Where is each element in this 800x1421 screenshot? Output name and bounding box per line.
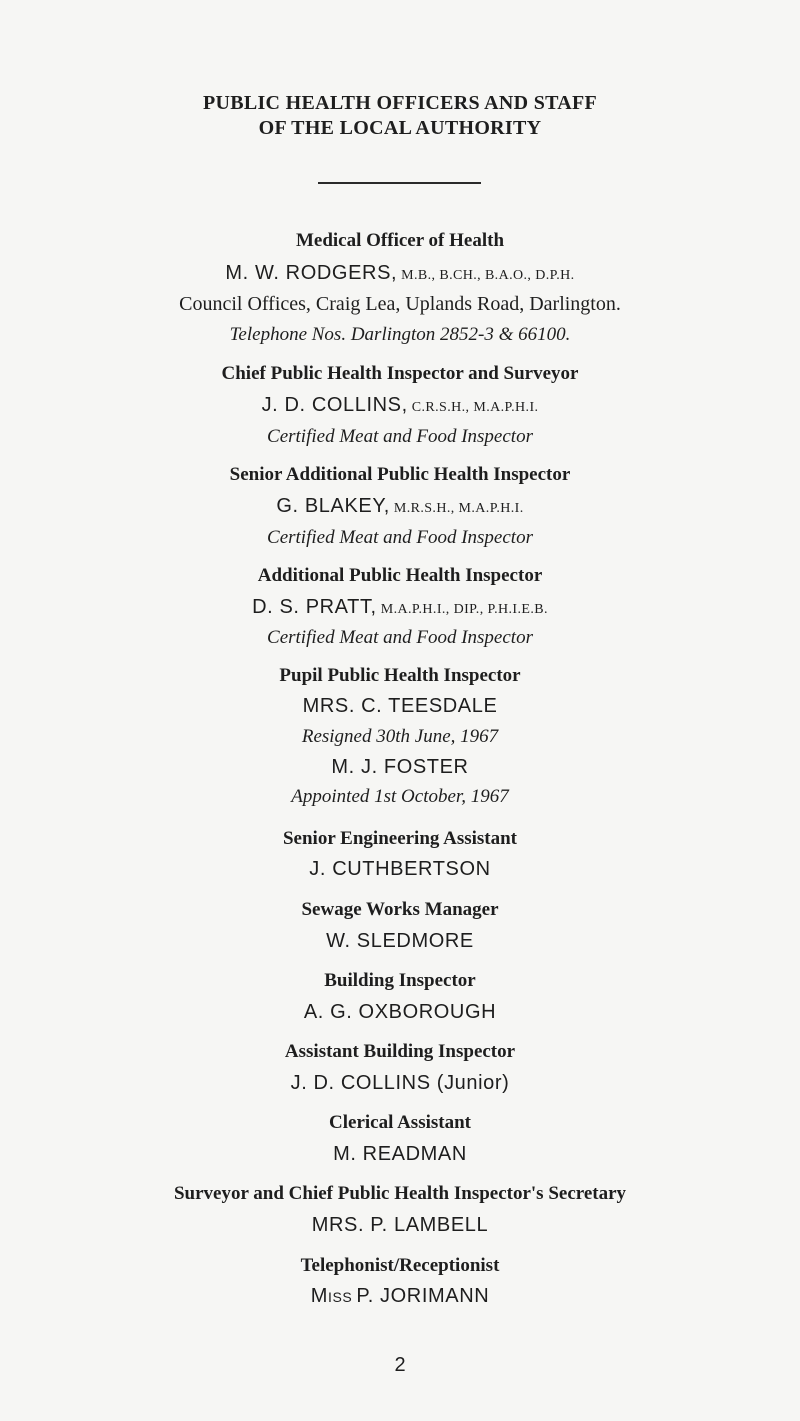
secretary-name: MRS. P. LAMBELL [311,1214,489,1236]
moh-address: Council Offices, Craig Lea, Uplands Road, Darlington. [179,293,621,315]
clerical-heading: Clerical Assistant [329,1112,471,1133]
engineering-heading: Senior Engineering Assistant [282,828,518,849]
clerical-name: M. READMAN [333,1143,467,1165]
pupil-name-1: MRS. C. TEESDALE [302,695,498,717]
moh-telephone: Telephone Nos. Darlington 2852-3 & 66100. [229,324,571,345]
asst-building-heading: Assistant Building Inspector [284,1041,516,1062]
page-title-line-2: OF THE LOCAL AUTHORITY [258,117,542,139]
additional-heading: Additional Public Health Inspector [257,565,543,586]
title-divider [318,182,481,184]
additional-name: D. S. PRATT, [252,596,377,618]
pupil-heading: Pupil Public Health Inspector [279,665,521,686]
engineering-name: J. CUTHBERTSON [309,858,491,880]
moh-qualifications: M.B., B.CH., B.A.O., D.P.H. [401,268,575,283]
moh-heading: Medical Officer of Health [295,230,505,251]
senior-additional-qualifications: M.R.S.H., M.A.P.H.I. [393,501,524,516]
senior-additional-name: G. BLAKEY, [276,495,390,517]
telephonist-name-prefix: Miss [310,1285,353,1307]
moh-name-line [0,262,800,285]
chief-inspector-heading: Chief Public Health Inspector and Surveyor [221,363,579,384]
additional-qualifications: M.A.P.H.I., DIP., P.H.I.E.B. [380,602,548,617]
additional-name-line [0,596,800,619]
pupil-name-2: M. J. FOSTER [331,756,469,778]
page-title-line-1: PUBLIC HEALTH OFFICERS AND STAFF [202,92,598,114]
chief-inspector-name-line [0,394,800,417]
sewage-heading: Sewage Works Manager [301,899,499,920]
telephonist-heading: Telephonist/Receptionist [300,1255,500,1276]
additional-note: Certified Meat and Food Inspector [267,627,533,648]
secretary-heading: Surveyor and Chief Public Health Inspector's Secretary [173,1183,627,1204]
chief-inspector-name: J. D. COLLINS, [261,394,408,416]
pupil-note-1: Resigned 30th June, 1967 [301,726,499,747]
sewage-name: W. SLEDMORE [326,930,474,952]
senior-additional-name-line [0,495,800,518]
asst-building-name: J. D. COLLINS (Junior) [290,1072,510,1094]
senior-additional-heading: Senior Additional Public Health Inspector [229,464,571,485]
chief-inspector-note: Certified Meat and Food Inspector [267,426,533,447]
chief-inspector-qualifications: C.R.S.H., M.A.P.H.I. [411,400,539,415]
building-name: A. G. OXBOROUGH [303,1001,497,1023]
building-heading: Building Inspector [324,970,476,991]
pupil-note-2: Appointed 1st October, 1967 [291,786,509,807]
page-number: 2 [394,1354,406,1376]
moh-name: M. W. RODGERS, [225,262,398,284]
telephonist-name: P. JORIMANN [356,1285,490,1307]
senior-additional-note: Certified Meat and Food Inspector [267,527,533,548]
telephonist-name-line [0,1285,800,1308]
